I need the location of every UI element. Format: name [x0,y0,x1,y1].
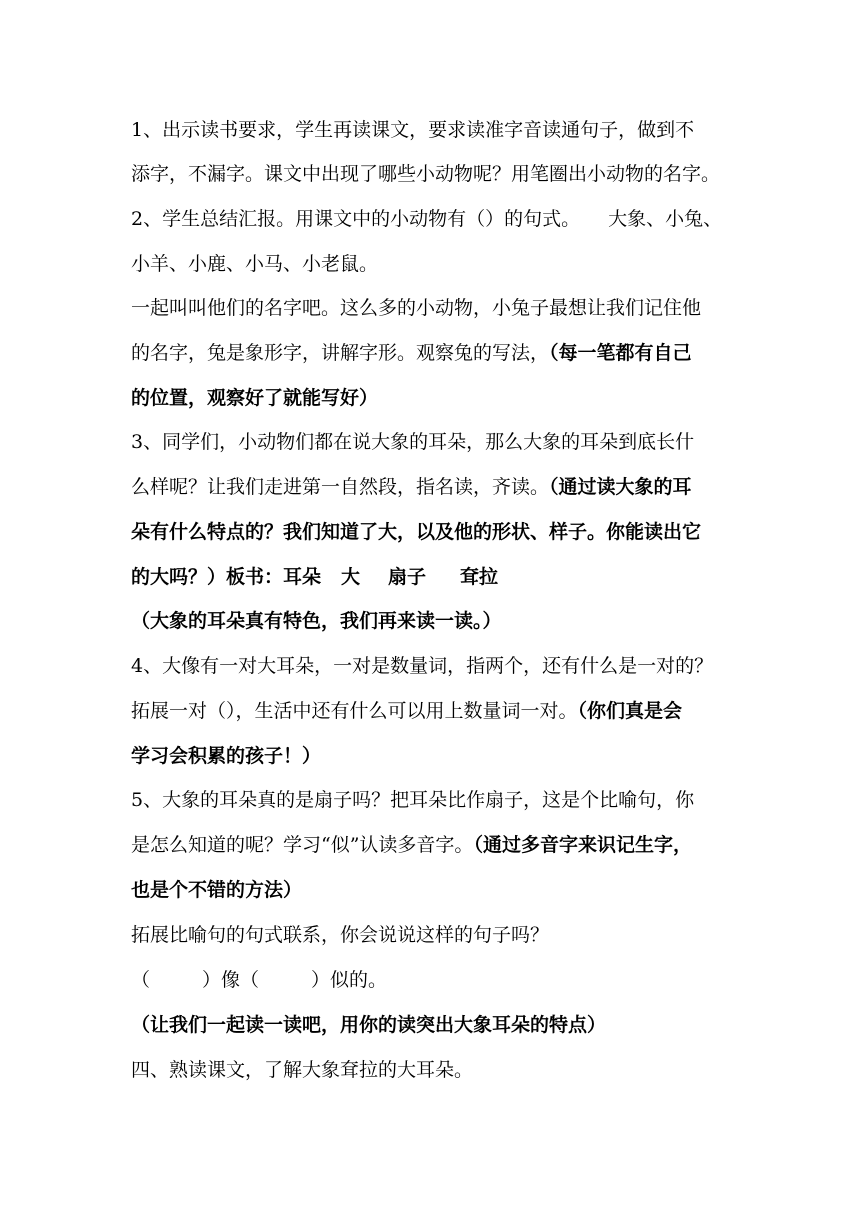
text-segment: 大象、小兔、 [608,208,723,230]
text-line: 小羊、小鹿、小马、小老鼠。 [131,253,379,275]
text-segment: （ [131,969,151,991]
text-segment: 2、学生总结汇报。用课文中的小动物有（）的句式。 [131,208,581,230]
text-segment: 耷拉 [460,566,499,588]
bold-note: 朵有什么特点的？我们知道了大，以及他的形状、样子。你能读出它 [131,521,702,543]
bold-note: （每一笔都有自己 [549,342,692,364]
bold-note: 学习会积累的孩子！） [131,745,322,767]
bold-note: （大象的耳朵真有特色，我们再来读一读。） [131,610,502,632]
bold-note: （让我们一起读一读吧，用你的读突出大象耳朵的特点） [131,1014,607,1036]
text-line [131,475,731,499]
text-segment: ）似的。 [311,969,388,991]
text-line: 添字，不漏字。课文中出现了哪些小动物呢？用笔圈出小动物的名字。 [131,163,721,185]
text-segment: 的名字，兔是象形字，讲解字形。观察兔的写法， [131,342,550,364]
text-line: 1、出示读书要求，学生再读课文，要求读准字音读通句子，做到不 [131,119,695,141]
bold-note: （通过读大象的耳 [549,476,692,498]
text-segment: 扇子 [388,566,427,588]
text-line: 4、大像有一对大耳朵，一对是数量词，指两个，还有什么是一对的？ [131,655,714,677]
section-heading: 四、熟读课文，了解大象耷拉的大耳朵。 [131,1059,474,1081]
text-line [131,341,731,365]
text-segment: 拓展一对（），生活中还有什么可以用上数量词一对。 [131,700,578,722]
text-segment: 的大吗？）板书：耳朵 [131,566,322,588]
text-line: 拓展比喻句的句式联系，你会说说这样的句子吗？ [131,924,550,946]
blackboard-line [131,565,731,589]
text-segment: 是怎么知道的呢？学习“似”认读多音字。 [131,834,474,856]
bold-note: 的位置，观察好了就能写好） [131,387,379,409]
text-segment: 么样呢？让我们走进第一自然段，指名读，齐读。 [131,476,550,498]
text-segment: 大 [341,566,361,588]
text-line [131,207,731,231]
bold-note: （你们真是会 [577,700,683,722]
text-line [131,699,731,723]
sentence-template [131,968,731,992]
text-line: 5、大象的耳朵真的是扇子吗？把耳朵比作扇子，这是个比喻句，你 [131,789,695,811]
text-line: 3、同学们，小动物们都在说大象的耳朵，那么大象的耳朵到底长什 [131,431,695,453]
bold-note: （通过多音字来识记生字， [473,834,692,856]
text-line [131,833,731,857]
bold-note: 也是个不错的方法） [131,879,303,901]
text-segment: ）像（ [202,969,260,991]
text-line: 一起叫叫他们的名字吧。这么多的小动物，小兔子最想让我们记住他 [131,297,702,319]
